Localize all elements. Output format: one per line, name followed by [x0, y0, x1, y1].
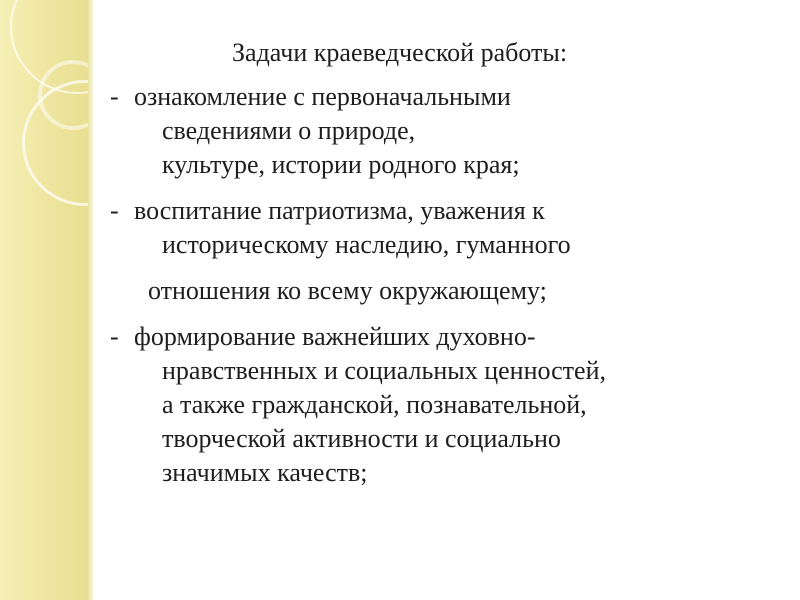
list-item-text: формирование важнейших духовно-: [134, 322, 536, 351]
list-item-text: нравственных и социальных ценностей,: [162, 356, 606, 385]
side-band-edge: [88, 0, 94, 600]
slide-content: [110, 36, 790, 502]
list-item-marker: -: [110, 196, 119, 225]
list-item-text: ознакомление с первоначальными: [134, 82, 511, 111]
list-item: [110, 320, 790, 490]
list-item-text: а также гражданской, познавательной,: [162, 390, 587, 419]
list-item-marker: -: [110, 82, 119, 111]
list-item-text: историческому наследию, гуманного: [162, 230, 571, 259]
list-item-text: творческой активности и социально: [162, 424, 561, 453]
decorative-side-band: [0, 0, 88, 600]
list-item-line: [110, 320, 790, 354]
list-item: [110, 194, 790, 308]
list-item-line: [110, 194, 790, 228]
list-item-text: значимых качеств;: [162, 458, 368, 487]
list-item: [110, 80, 790, 182]
list-item-text: сведениями о природе,: [162, 116, 416, 145]
slide-title: Задачи краеведческой работы:: [232, 38, 568, 67]
list-item-text: воспитание патриотизма, уважения к: [134, 196, 545, 225]
list-item-marker: -: [110, 322, 119, 351]
list-item-text: отношения ко всему окружающему;: [148, 276, 547, 305]
list-item-line: [110, 80, 790, 114]
list-item-text: культуре, истории родного края;: [162, 150, 520, 179]
